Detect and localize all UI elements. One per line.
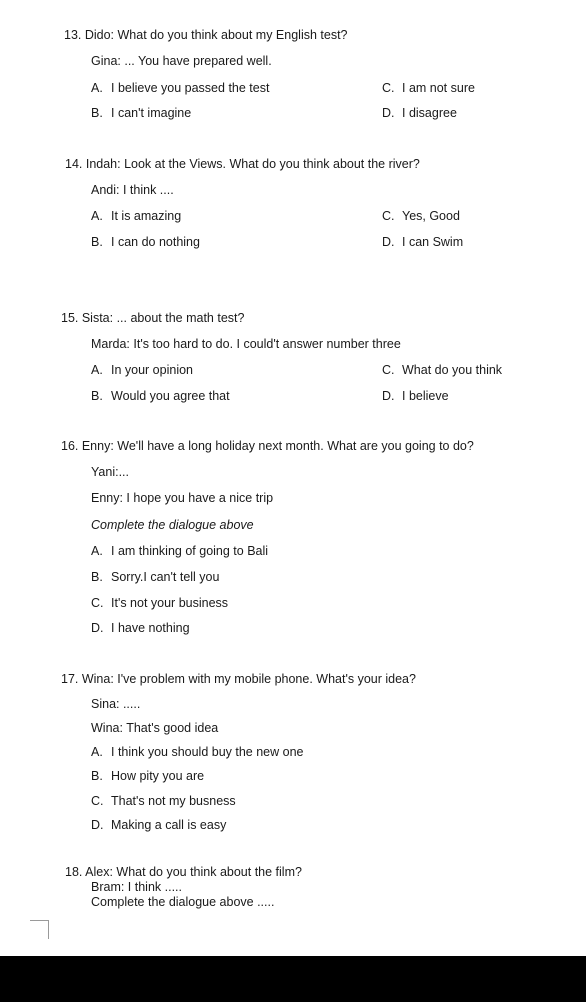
q14-stem: 14. Indah: Look at the Views. What do you think about the river? [65,157,420,171]
q13-option-a: A. I believe you passed the test [91,81,270,95]
q13-response: Gina: ... You have prepared well. [91,54,272,68]
q13-option-c: C. I am not sure [382,81,475,95]
q16-option-b: B. Sorry.I can't tell you [91,570,220,584]
q16-option-a: A. I am thinking of going to Bali [91,544,269,558]
q15-option-d: D. I believe [382,389,449,403]
q13-stem: 13. Dido: What do you think about my English test? [64,28,348,42]
q17-option-b: B. How pity you are [91,769,205,783]
q15-stem: 15. Sista: ... about the math test? [61,311,245,325]
q17-response: Sina: ..... [91,697,141,711]
q16-option-c: C. It's not your business [91,596,229,610]
q14-option-a: A. It is amazing [91,209,182,223]
q15-option-c: C. What do you think [382,363,503,377]
q18-response: Bram: I think ..... [91,880,182,894]
q18-stem: 18. Alex: What do you think about the film? [65,865,302,879]
q14-option-b: B. I can do nothing [91,235,200,249]
q17-option-c: C. That's not my busness [91,794,236,808]
q17-option-a: A. I think you should buy the new one [91,745,304,759]
q13-option-d: D. I disagree [382,106,457,120]
q14-response: Andi: I think .... [91,183,174,197]
page-corner-mark [30,920,49,939]
q14-option-c: C. Yes, Good [382,209,460,223]
q16-followup: Enny: I hope you have a nice trip [91,491,274,505]
q16-response: Yani:... [91,465,129,479]
bottom-black-bar [0,956,586,1002]
q15-option-a: A. In your opinion [91,363,194,377]
q15-option-b: B. Would you agree that [91,389,230,403]
q13-option-b: B. I can't imagine [91,106,192,120]
q17-followup: Wina: That's good idea [91,721,219,735]
q17-option-d: D. Making a call is easy [91,818,227,832]
q16-stem: 16. Enny: We'll have a long holiday next month. What are you going to do? [61,439,474,453]
q15-response: Marda: It's too hard to do. I could't answer number three [91,337,401,351]
q18-instruction: Complete the dialogue above ..... [91,895,275,909]
q16-instruction: Complete the dialogue above [91,518,254,532]
q14-option-d: D. I can Swim [382,235,464,249]
q16-option-d: D. I have nothing [91,621,190,635]
q17-stem: 17. Wina: I've problem with my mobile phone. What's your idea? [61,672,416,686]
